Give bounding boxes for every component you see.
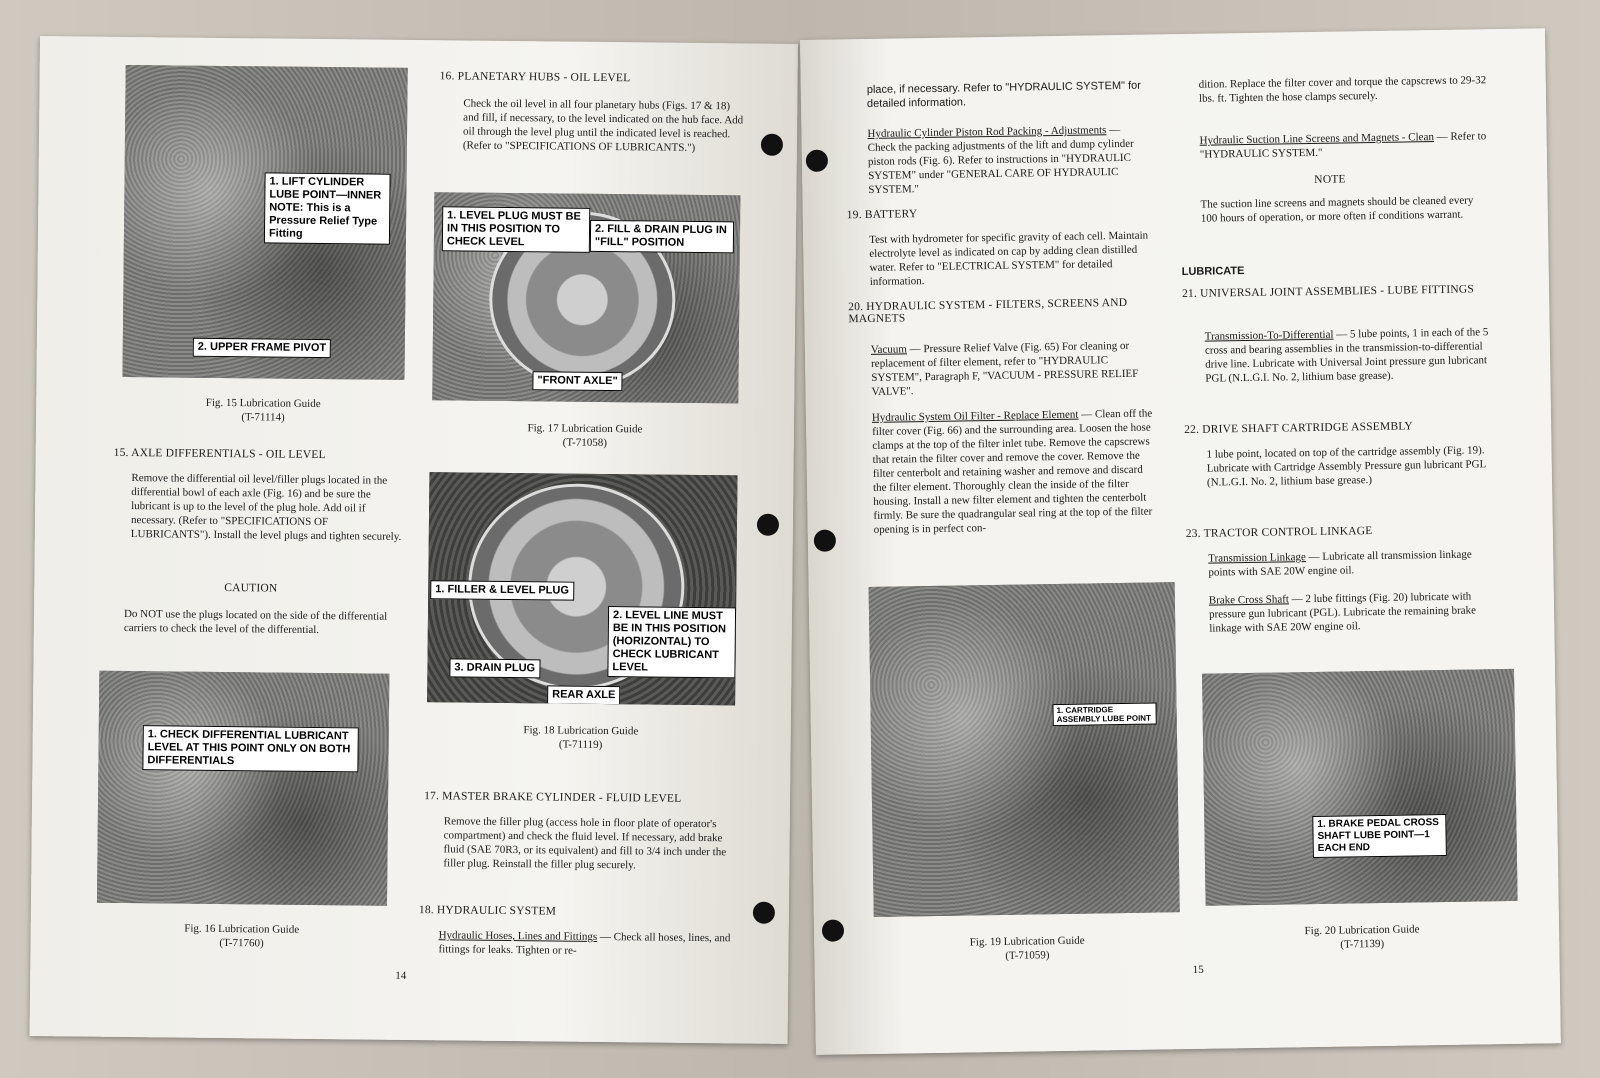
section-18-body: Hydraulic Hoses, Lines and Fittings — Check all hoses, lines, and fittings for leaks. Tighten or re-	[438, 929, 731, 957]
fig17-caption: Fig. 17 Lubrication Guide (T-71058)	[527, 422, 643, 450]
fig15-callout-1: 1. LIFT CYLINDER LUBE POINT—INNER NOTE: This is a Pressure Relief Type Fitting	[264, 172, 391, 244]
oil-filter-sub: Hydraulic System Oil Filter - Replace Element	[871, 408, 1079, 424]
lubricate-heading: LUBRICATE	[1181, 265, 1245, 279]
note-body: The suction line screens and magnets should be cleaned every 100 hours of operation, or more often if conditions warrant.	[1200, 194, 1474, 225]
right-page	[800, 28, 1561, 1055]
section-20-heading: 20. HYDRAULIC SYSTEM - FILTERS, SCREENS AND MAGNETS	[848, 296, 1128, 326]
fig20-caption: Fig. 20 Lubrication Guide (T-71139)	[1304, 923, 1420, 951]
binder-hole	[757, 514, 779, 536]
right-page-number: 15	[1192, 963, 1204, 976]
fig16-caption: Fig. 16 Lubrication Guide (T-71760)	[184, 922, 300, 950]
section-19-heading: 19. BATTERY	[846, 208, 918, 222]
suction-sub: Hydraulic Suction Line Screens and Magnets - Clean	[1199, 131, 1435, 147]
section-23-heading: 23. TRACTOR CONTROL LINKAGE	[1185, 525, 1373, 541]
fig16-callout-1: 1. CHECK DIFFERENTIAL LUBRICANT LEVEL AT THIS POINT ONLY ON BOTH DIFFERENTIALS	[142, 725, 358, 772]
fig18-caption: Fig. 18 Lubrication Guide (T-71119)	[523, 724, 639, 751]
binder-hole	[753, 902, 775, 924]
fig17-photo	[432, 192, 740, 403]
fig16-photo	[97, 671, 389, 906]
vacuum-text: Vacuum — Pressure Relief Valve (Fig. 65) For cleaning or replacement of filter element, refer to "HYDRAULIC SYSTEM", Paragraph F, "VACUUM - PRESSURE RELIEF VALVE".	[870, 339, 1139, 398]
fig17-callout-1: 1. LEVEL PLUG MUST BE IN THIS POSITION TO CHECK LEVEL	[442, 206, 590, 253]
fig17-callout-3: "FRONT AXLE"	[532, 371, 623, 391]
note-title: NOTE	[1314, 173, 1346, 186]
fig17-callout-2: 2. FILL & DRAIN PLUG IN "FILL" POSITION	[590, 220, 734, 254]
vacuum-sub: Vacuum	[870, 343, 908, 356]
fig15-callout-2: 2. UPPER FRAME PIVOT	[193, 338, 332, 358]
section-22-body: 1 lube point, located on top of the cartridge assembly (Fig. 19). Lubricate with Cartridge Assembly Pressure gun lubricant PGL (N.L.G.I. No. 2, lithium base grease.)	[1206, 444, 1486, 489]
fig18-callout-3: 3. DRAIN PLUG	[449, 658, 540, 678]
piston-rod-sub: Hydraulic Cylinder Piston Rod Packing - Adjustments	[867, 124, 1107, 140]
fig18-callout-2: 2. LEVEL LINE MUST BE IN THIS POSITION (HORIZONTAL) TO CHECK LUBRICANT LEVEL	[607, 606, 736, 678]
fig19-caption: Fig. 19 Lubrication Guide (T-71059)	[969, 934, 1085, 962]
fig20-callout-1: 1. BRAKE PEDAL CROSS SHAFT LUBE POINT—1 EACH END	[1312, 814, 1447, 858]
section-15-body: Remove the differential oil level/filler plugs located in the differential bowl of each axle (Fig. 16) and be sure the lubricant is up to the level of the plug hole. Add oil if necessary. (Refer to "SPECIFICATIONS OF LUBRICANTS"). Install the level plugs and tighten securely.	[130, 472, 402, 543]
fig15-photo	[122, 65, 407, 380]
section-16-body: Check the oil level in all four planetary hubs (Figs. 17 & 18) and fill, if necessary, to the level indicated on the hub face. Add oil through the level plug until the indicated level is reached. (Refer to "SPECIFICATIONS OF LUBRICANTS.")	[462, 97, 744, 154]
section-19-body: Test with hydrometer for specific gravity of each cell. Maintain electrolyte level as indicated on cap by adding clean distilled water. Refer to "ELECTRICAL SYSTEM" for detailed information.	[869, 229, 1149, 288]
section-17-heading: 17. MASTER BRAKE CYLINDER - FLUID LEVEL	[424, 790, 682, 805]
fig19-callout-1: 1. CARTRIDGE ASSEMBLY LUBE POINT	[1052, 702, 1156, 726]
left-page-number: 14	[395, 969, 407, 982]
section-21-body: Transmission-To-Differential — 5 lube points, 1 in each of the 5 cross and bearing assemblies in the transmission-to-differential drive line. Lubricate with Universal Joint pressure gun lubricant PGL (N.L.G.I. No. 2, lithium base grease).	[1204, 326, 1489, 385]
fig19-photo	[869, 582, 1180, 917]
transmission-linkage-text: Transmission Linkage — Lubricate all transmission linkage points with SAE 20W engine oil.	[1208, 548, 1472, 579]
left-page	[30, 36, 798, 1044]
fig15-caption: Fig. 15 Lubrication Guide (T-71114)	[205, 396, 321, 424]
binder-hole	[806, 150, 828, 172]
section-18-sub: Hydraulic Hoses, Lines and Fittings	[438, 929, 598, 943]
caution-title: CAUTION	[224, 582, 278, 595]
binder-hole	[761, 134, 783, 156]
binder-hole	[822, 919, 844, 941]
piston-rod-text: Hydraulic Cylinder Piston Rod Packing - Adjustments — Check the packing adjustments of the lift and dump cylinder piston rods (Fig. 6). Refer to instructions in "HYDRAULIC SYSTEM" under "GENERAL CARE OF HYDRAULIC SYSTEM."	[867, 123, 1134, 196]
oil-filter-text: Hydraulic System Oil Filter - Replace Element — Clean off the filter cover (Fig. 66) and the surrounding area. Loosen the hose clamps at the top of the filter inlet tube. Remove the capscrews that retain the filter cover and remove the cover. Remove the filter centerbolt and retaining washer and remove and discard the filter element. Thoroughly clean the inside of the filter housing. Install a new filter element and tighten the centerbolt firmly. Be sure the quadrangular seal ring at the top of the filter opening is in perfect con-	[871, 407, 1153, 536]
section-21-sub: Transmission-To-Differential	[1204, 328, 1334, 343]
section-16-heading: 16. PLANETARY HUBS - OIL LEVEL	[439, 70, 631, 85]
fig18-photo	[427, 472, 737, 705]
section-22-heading: 22. DRIVE SHAFT CARTRIDGE ASSEMBLY	[1184, 420, 1413, 437]
continued-text: place, if necessary. Refer to "HYDRAULIC SYSTEM" for detailed information.	[866, 79, 1141, 110]
binder-hole	[814, 529, 836, 551]
transmission-linkage-sub: Transmission Linkage	[1208, 551, 1306, 565]
section-15-heading: 15. AXLE DIFFERENTIALS - OIL LEVEL	[113, 446, 326, 462]
section-18-heading: 18. HYDRAULIC SYSTEM	[418, 904, 557, 918]
section-21-heading: 21. UNIVERSAL JOINT ASSEMBLIES - LUBE FITTINGS	[1181, 283, 1475, 301]
brake-cross-shaft-sub: Brake Cross Shaft	[1208, 593, 1289, 607]
section-17-body: Remove the filler plug (access hole in floor plate of operator's compartment) and check the fluid level. If necessary, add brake fluid (SAE 70R3, or its equivalent) and fill to 3/4 inch under the filler plug. Reinstall the filler plug securely.	[443, 815, 727, 872]
caution-body: Do NOT use the plugs located on the side of the differential carriers to check the level of the differential.	[123, 607, 388, 637]
fig20-photo	[1202, 669, 1518, 906]
brake-cross-shaft-text: Brake Cross Shaft — 2 lube fittings (Fig. 20) lubricate with pressure gun lubricant (PGL). Lubricate the remaining brake linkage with SAE 20W engine oil.	[1208, 590, 1477, 635]
continued-condition-text: dition. Replace the filter cover and torque the capscrews to 29-32 lbs. ft. Tighten the hose clamps securely.	[1198, 74, 1487, 105]
fig18-callout-4: REAR AXLE	[547, 685, 620, 705]
fig18-callout-1: 1. FILLER & LEVEL PLUG	[430, 580, 574, 601]
suction-text: Hydraulic Suction Line Screens and Magnets - Clean — Refer to "HYDRAULIC SYSTEM."	[1199, 130, 1487, 161]
